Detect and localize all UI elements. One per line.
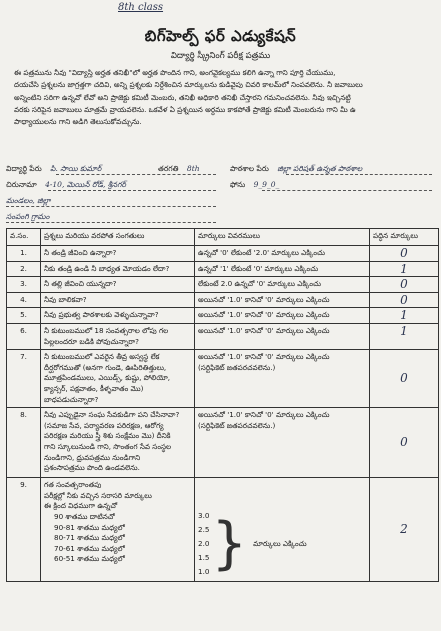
table-row [7,478,439,582]
question-line: నీ తండ్రి జీవించి ఉన్నారా? [44,248,117,257]
table-row [7,246,439,262]
scale-value: 1.5 [198,553,210,563]
address-value-3: సంపంగి గ్రామం [6,212,50,221]
scoring-line: అయినచో '1.0' కానిచో '0' మార్కులు ఎక్కించు [198,325,330,335]
row-marks[interactable]: 1 [370,261,439,277]
scale-value: 2.0 [198,539,210,549]
class-label: తరగతి [158,164,179,173]
question-line: ప్రశంసాపత్రము పొంది ఉండవలెను. [44,463,140,473]
question-line: పరీక్షల్లో నీకు వచ్చిన సరాసరి మార్కులు [44,490,152,500]
row-scoring [195,261,370,277]
range-item: 80-71 శాతము మధ్యలో [54,533,125,543]
row-marks[interactable]: 0 [370,408,439,478]
table-row [7,408,439,478]
row-question [41,277,195,293]
range-item: 60-51 శాతము మధ్యలో [54,554,125,564]
question-line: నీవు ప్రభుత్వ పాఠశాలకు వెళ్ళుచున్నావా? [44,310,159,320]
question-line: నీ కుటుంబములో 18 సంవత్సరాల లోపు గల [44,325,169,335]
scoring-line: (సర్టిఫికెట్ జతపరచవలెను.) [198,420,276,430]
scale-value: 3.0 [198,511,210,521]
row-marks[interactable]: 0 [370,292,439,308]
row-marks[interactable]: 0 [370,350,439,408]
row-question [41,246,195,262]
intro-line: దయచేసి ప్రశ్నలను జాగ్రత్తగా చదివి, అన్ని ప్రశ్నలకు నిర్దేశించిన మార్కులను కుడివైపు చివరి కాలమ్‌లో నింపవలెను. నీ జవాబులు [14,80,363,90]
question-line: బాధపడుచున్నారా? [44,394,99,404]
header-question: ప్రశ్నలు మరియు వరపోత సంగతులు [41,229,195,246]
address-label: చిరునామా [6,180,37,189]
row-number: 8. [7,408,41,478]
table-row [7,323,439,349]
student-name-value: పి. సాయి కుమార్ [50,164,102,173]
intro-line: ఈ పత్రమును నీవు "విద్యాస్తి అర్హత తనిఖీ"లో అర్హత పొందిన గాని, అంగవైకల్యము కలిగి ఉన్నా గాని పూర్తి చేయుము, [14,68,336,77]
screening-table [6,228,439,582]
question-line: మూత్రపిండములు, ఎయిడ్స్, కుష్టు, పోలియో, [44,373,171,383]
row-number: 4. [7,292,41,308]
top-note: 8th class [118,2,164,13]
intro-paragraph [14,67,428,128]
question-line: పిల్లలందరూ బడికి పోవుచున్నారా? [44,336,139,346]
row-marks[interactable]: 0 [370,277,439,293]
question-line: నీవు బాలికవా? [44,294,87,304]
brace-icon: } [211,511,248,577]
row-scoring [195,246,370,262]
row-question [41,292,195,308]
table-row [7,308,439,324]
school-name-label: పాఠశాల పేరు [230,164,269,173]
header-scoring: మార్కులు వివరములు [195,229,370,246]
intro-line: అన్నింటిని సరిగా ఉన్నవో లేవో అని ప్రాజెక్టు కమిటీ మెంబరు, తనిఖీ అధికారి తనిఖీ చేస్తారని గమనించవలెను. నీవు ఇచ్చినట్టి [14,92,351,102]
table-header-row [7,229,439,246]
question-line: నీ తల్లి జీవించి యున్నదా? [44,279,117,289]
row-question [41,350,195,408]
row-question [41,478,195,582]
row-scoring [195,292,370,308]
address-value-2: మండలం, జిల్లా [6,196,51,205]
intro-line: వరకు సరిపైన జవాబులు మాత్రమే వ్రాయవలెను. ఒకవేళ ఏ ప్రశ్నయిన అర్థము కాకపోతే ప్రాజెక్టు కమిటీ మెంబరును గాని మీ ఉ [14,104,356,114]
row-marks[interactable]: 1 [370,323,439,349]
row-scoring [195,308,370,324]
question-line: ఈ క్రింద విధముగా ఉన్నచో [44,501,118,511]
question-line: దీర్ఘరోగముతో (అనగా గుండె, ఊపిరితిత్తులు, [44,362,167,372]
scoring-line: ఉన్నచో '1' లేకుంటే '0' మార్కులు ఎక్కించు [198,263,319,273]
scoring-line: (సర్టిఫికెట్ జతపరచవలెను.) [198,362,276,372]
row-marks[interactable]: 0 [370,246,439,262]
scoring-line: అయినచో '1.0' కానిచో '0' మార్కులు ఎక్కించు [198,352,330,362]
scoring-line: అయినచో '1.0' కానిచో '0' మార్కులు ఎక్కించు [198,294,330,304]
header-serial: వ.సం. [7,229,41,246]
question-line: నీకు తండ్రి ఉండి నీ బాధ్యత మోయడం లేదా? [44,263,170,273]
question-line: గత సంవత్సరాంతపు [44,480,102,490]
row-marks[interactable]: 2 [370,478,439,582]
row-number: 6. [7,323,41,349]
scale-label: మార్కులు ఎక్కించు [253,538,307,548]
question-line: నీవు ఎప్పుడైనా సంఘ సేవకుడిగా పని చేసినావా? [44,410,180,420]
table-row [7,261,439,277]
page-title: బిగ్‌హెల్ప్ ఫర్ ఎడ్యుకేషన్ [144,27,297,45]
row-scoring [195,350,370,408]
range-item: 90 శాతము దాటినచో [54,511,115,521]
row-question [41,261,195,277]
intro-line: పాధ్యాయులను గాని అడిగి తెలుసుకోవచ్చును. [14,117,142,127]
row-number: 5. [7,308,41,324]
question-line: క్యాన్సర్, పక్షవాతం, కీళ్ళవాతం మొ) [44,383,144,393]
phone-label: ఫోను [230,180,246,189]
row-question [41,323,195,349]
row-scoring [195,323,370,349]
scoring-line: లేకుంటే 2.0 ఉన్నచో '0' మార్కులు ఎక్కించు [198,279,321,289]
range-item: 70-61 శాతము మధ్యలో [54,543,125,553]
row-number: 2. [7,261,41,277]
row-scoring [195,408,370,478]
table-row [7,292,439,308]
question-line: (సమాజ సేవ, పర్యావరణ పరిరక్షణ, ఆరోగ్య [44,420,164,430]
school-name-value: జిల్లా పరిషత్ ఉన్నత పాఠశాల [277,164,363,173]
class-value: 8th [186,164,200,173]
row-number: 3. [7,277,41,293]
phone-value: 9_9_0_ [253,180,280,189]
header-marks: పద్ధిన మార్కులు [370,229,439,246]
row-marks[interactable]: 1 [370,308,439,324]
row-question [41,408,195,478]
row-number: 1. [7,246,41,262]
range-item: 90-81 శాతము మధ్యలో [54,522,125,532]
scoring-line: అయినచో '1.0' కానిచో '0' మార్కులు ఎక్కించు [198,410,330,420]
table-row [7,277,439,293]
marks-scale [198,509,366,579]
scale-value: 2.5 [198,525,210,535]
table-row [7,350,439,408]
question-line: నీ కుటుంబములో ఎవరైన తీవ్ర అస్వస్థ లేక [44,352,160,362]
scoring-line: ఉన్నచో '0' లేకుంటే '2.0' మార్కులు ఎక్కించు [198,248,325,257]
row-number: 9. [7,478,41,582]
page-subtitle: విద్యార్థి స్క్రీనింగ్ పరీక్ష పత్రము [170,51,271,61]
question-line: పరిరక్షణ మరియు స్త్రీ శిశు సంక్షేమం మొ) దీనికి [44,431,171,441]
row-scoring [195,478,370,582]
row-scoring [195,277,370,293]
question-line: నుండిగాని, ధ్రువపత్రము నుండిగాని [44,452,141,462]
student-name-label: విద్యార్థి పేరు [6,164,42,173]
question-line: గాని స్కూలునుండి గాని, సొంతంగ సేవ సంస్థల [44,441,172,451]
row-number: 7. [7,350,41,408]
scale-value: 1.0 [198,567,210,577]
row-question [41,308,195,324]
address-value: 4-10, మెయిన్ రోడ్, శ్రీనగర్ [45,180,127,189]
scoring-line: అయినచో '1.0' కానిచో '0' మార్కులు ఎక్కించు [198,310,330,320]
